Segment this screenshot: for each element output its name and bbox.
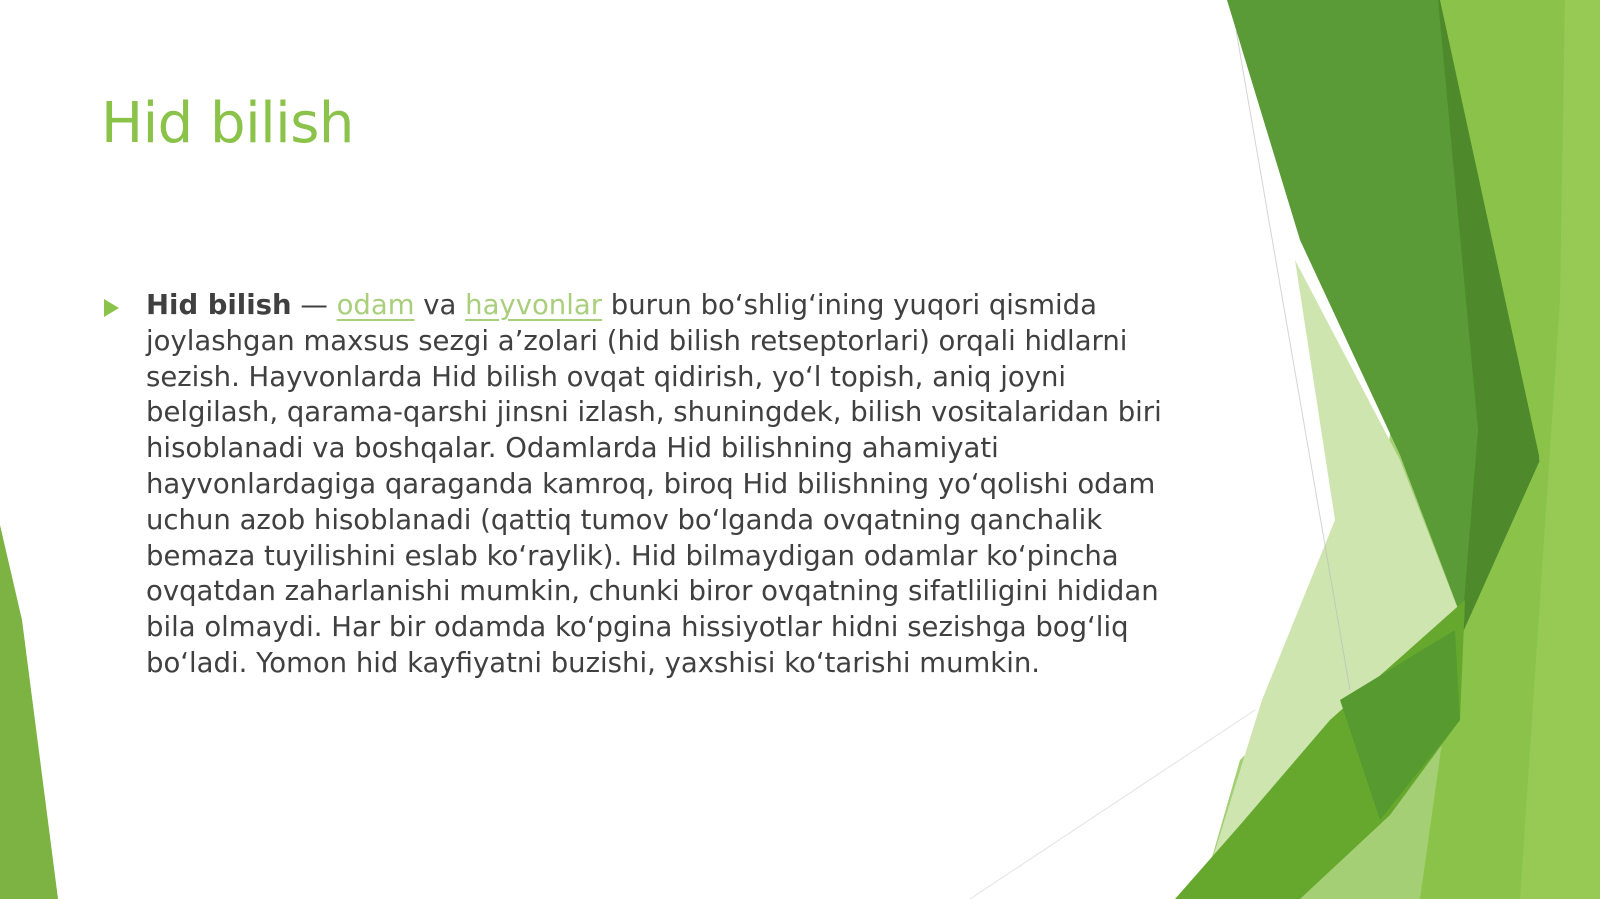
- left-green-sliver: [0, 525, 58, 899]
- slide-title: Hid bilish: [101, 91, 354, 156]
- slide-content: [104, 288, 1189, 682]
- link-odam[interactable]: odam: [336, 289, 415, 321]
- term-hid-bilish: Hid bilish: [146, 289, 292, 321]
- conjunction-text: va: [414, 289, 466, 321]
- bullet-paragraph: [146, 288, 1189, 682]
- link-hayvonlar[interactable]: hayvonlar: [465, 289, 603, 321]
- dash-text: —: [291, 289, 337, 321]
- paragraph-body-text: burun bo‘shlig‘ining yuqori qismida joylashgan maxsus sezgi a’zolari (hid bilish retseptorlari) orqali hidlarni sezish. Hayvonlarda Hid bilish ovqat qidirish, yo‘l topish, aniq joyni belgilash, qarama-qarshi jinsni izlash, shuningdek, bilish vositalaridan biri hisoblanadi va boshqalar. Odamlarda Hid bilishning ahamiyati hayvonlardagiga qaraganda kamroq, biroq Hid bilishning yo‘qolishi odam uchun azob hisoblanadi (qattiq tumov bo‘lganda ovqatning qanchalik bemaza tuyilishini eslab ko‘raylik). Hid bilmaydigan odamlar ko‘pincha ovqatdan zaharlanishi mumkin, chunki biror ovqatning sifatliligini hididan bila olmaydi. Har bir odamda ko‘pgina hissiyotlar hidni sezishga bog‘liq bo‘ladi. Yomon hid kayfiyatni buzishi, yaxshisi ko‘tarishi mumkin.: [146, 289, 1162, 679]
- triangle-bullet-icon: [104, 299, 119, 317]
- bullet-item: [104, 288, 1189, 682]
